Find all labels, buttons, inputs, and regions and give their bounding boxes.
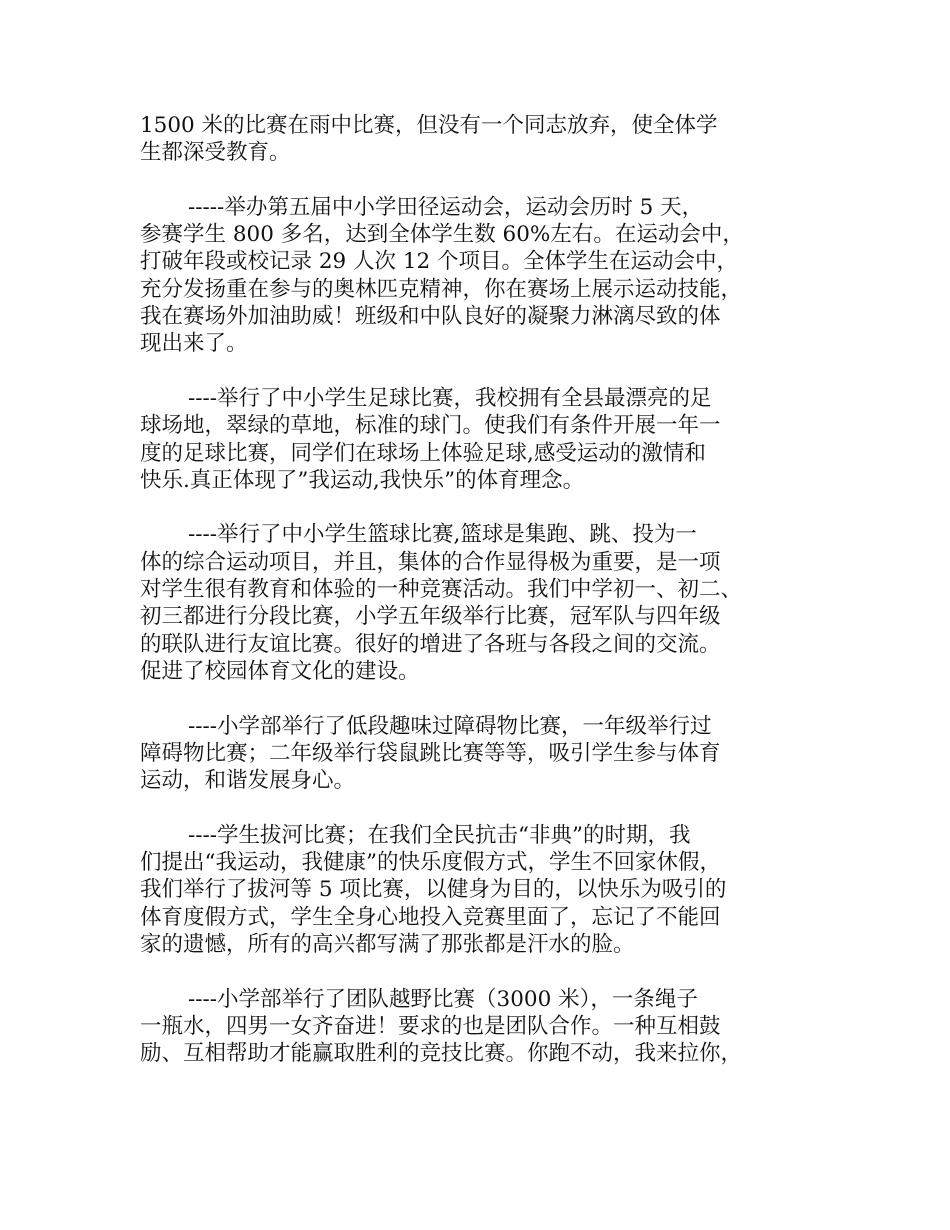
text-line: 1500 米的比赛在雨中比赛，但没有一个同志放弃，使全体学 <box>140 113 718 138</box>
text-line: ----举行了中小学生足球比赛，我校拥有全县最漂亮的足 <box>188 385 712 411</box>
text-line: 励、互相帮助才能赢取胜利的竞技比赛。你跑不动，我来拉你， <box>140 1041 743 1067</box>
paragraph <box>140 521 830 685</box>
text-line: 度的足球比赛，同学们在球场上体验足球,感受运动的激情和 <box>140 440 706 466</box>
text-line: 体育度假方式，学生全身心地投入竞赛里面了，忘记了不能回 <box>140 904 721 930</box>
text-line: 们提出“我运动，我健康”的快乐度假方式，学生不回家休假， <box>140 850 721 876</box>
text-line: 一瓶水，四男一女齐奋进！要求的也是团队合作。一种互相鼓 <box>140 1013 721 1039</box>
paragraph <box>140 986 830 1068</box>
paragraph <box>140 713 830 795</box>
text-line: 障碍物比赛；二年级举行袋鼠跳比赛等等，吸引学生参与体育 <box>140 740 721 766</box>
text-line: 我在赛场外加油助威！班级和中队良好的凝聚力淋漓尽致的体 <box>140 304 721 330</box>
text-line: 对学生很有教育和体验的一种竞赛活动。我们中学初一、初二、 <box>140 577 743 603</box>
text-line: ----学生拔河比赛；在我们全民抗击“非典”的时期，我 <box>188 822 691 848</box>
text-line: ----举行了中小学生篮球比赛,篮球是集跑、跳、投为一 <box>188 522 697 548</box>
text-line: ----小学部举行了低段趣味过障碍物比赛，一年级举行过 <box>188 713 712 739</box>
paragraph <box>140 194 830 358</box>
text-line: 球场地，翠绿的草地，标准的球门。使我们有条件开展一年一 <box>140 413 721 439</box>
paragraph <box>140 385 830 494</box>
document-body <box>140 112 830 1095</box>
text-line: 快乐.真正体现了”我运动,我快乐”的体育理念。 <box>140 467 585 493</box>
paragraph <box>140 112 830 167</box>
text-line: 我们举行了拔河等 5 项比赛，以健身为目的，以快乐为吸引的 <box>140 877 727 903</box>
text-line: 初三都进行分段比赛，小学五年级举行比赛，冠军队与四年级 <box>140 604 721 630</box>
text-line: 现出来了。 <box>140 331 248 357</box>
text-line: 的联队进行友谊比赛。很好的增进了各班与各段之间的交流。 <box>140 631 721 657</box>
text-line: 体的综合运动项目，并且，集体的合作显得极为重要，是一项 <box>140 549 721 575</box>
text-line: 打破年段或校记录 29 人次 12 个项目。全体学生在运动会中， <box>140 249 739 275</box>
text-line: 运动，和谐发展身心。 <box>140 768 356 794</box>
text-line: 生都深受教育。 <box>140 140 291 166</box>
text-line: ----小学部举行了团队越野比赛（3000 米），一条绳子 <box>188 986 698 1012</box>
text-line: -----举办第五届中小学田径运动会，运动会历时 5 天， <box>188 194 704 220</box>
text-line: 参赛学生 800 多名，达到全体学生数 60%左右。在运动会中， <box>140 222 744 248</box>
text-line: 促进了校园体育文化的建设。 <box>140 658 420 684</box>
text-line: 家的遗憾，所有的高兴都写满了那张都是汗水的脸。 <box>140 931 635 957</box>
text-line: 充分发扬重在参与的奥林匹克精神，你在赛场上展示运动技能， <box>140 276 743 302</box>
paragraph <box>140 822 830 958</box>
